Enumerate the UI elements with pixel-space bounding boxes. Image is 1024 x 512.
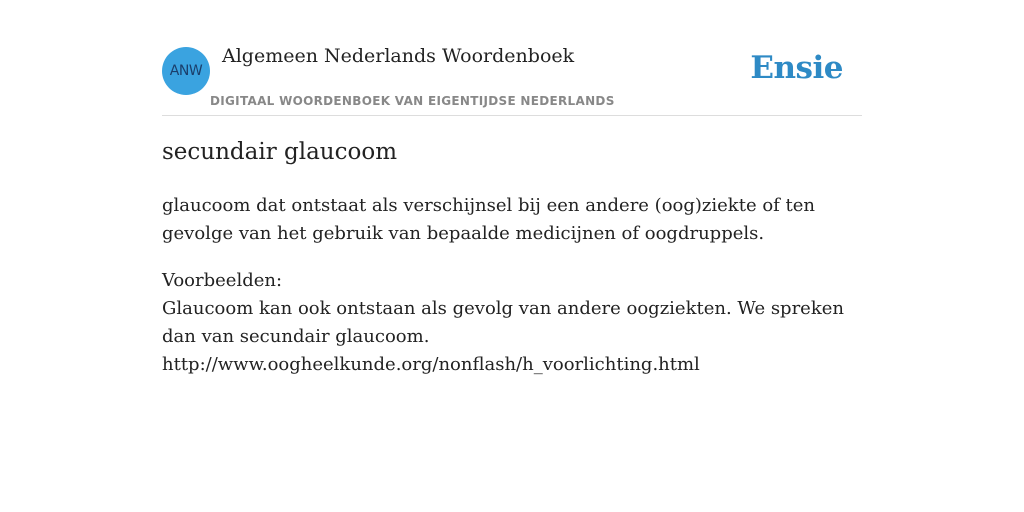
example-source-link[interactable]: http://www.oogheelkunde.org/nonflash/h_voorlichting.html <box>162 354 700 375</box>
entry-definition: glaucoom dat ontstaat als verschijnsel bij een andere (oog)ziekte of ten gevolge van het gebruik van bepaalde medicijnen of oogdruppels. <box>162 195 816 244</box>
examples-label: Voorbeelden: <box>162 270 283 291</box>
ensie-brand-link[interactable]: Ensie <box>750 50 843 86</box>
site-title[interactable]: Algemeen Nederlands Woordenboek <box>222 45 575 67</box>
logo-text: ANW <box>169 63 203 79</box>
entry-title: secundair glaucoom <box>162 139 398 165</box>
site-subtitle: DIGITAAL WOORDENBOEK VAN EIGENTIJDSE NEDERLANDS <box>210 94 615 108</box>
page-container <box>162 0 862 375</box>
example-text: Glaucoom kan ook ontstaan als gevolg van andere oogziekten. We spreken dan van secundair glaucoom. <box>162 298 844 347</box>
header <box>162 0 862 116</box>
examples-section <box>162 267 862 379</box>
example-source <box>162 351 862 379</box>
anw-logo[interactable] <box>162 47 210 95</box>
